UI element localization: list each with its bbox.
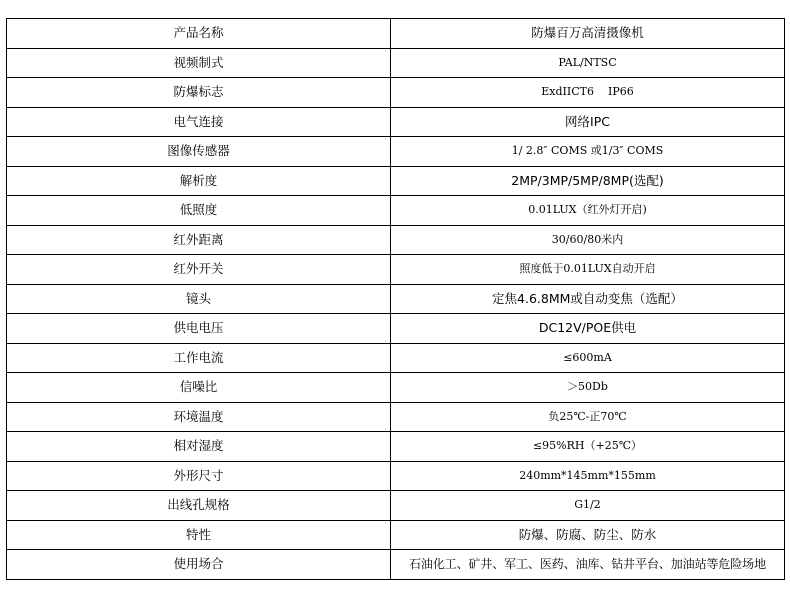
spec-name: 使用场合	[7, 550, 391, 580]
spec-value: 网络IPC	[391, 107, 785, 137]
table-row	[7, 550, 785, 580]
spec-value: 2MP/3MP/5MP/8MP(选配)	[391, 166, 785, 196]
spec-value: 30/60/80米内	[391, 225, 785, 255]
spec-name: 解析度	[7, 166, 391, 196]
table-row	[7, 402, 785, 432]
spec-name: 出线孔规格	[7, 491, 391, 521]
spec-name: 红外开关	[7, 255, 391, 285]
table-row	[7, 284, 785, 314]
spec-value: 防爆、防腐、防尘、防水	[391, 520, 785, 550]
spec-value: ≤95%RH（+25℃）	[391, 432, 785, 462]
table-row	[7, 225, 785, 255]
spec-name: 工作电流	[7, 343, 391, 373]
spec-value: 240mm*145mm*155mm	[391, 461, 785, 491]
spec-name: 相对湿度	[7, 432, 391, 462]
spec-value: 定焦4.6.8MM或自动变焦（选配）	[391, 284, 785, 314]
table-row	[7, 78, 785, 108]
spec-name: 电气连接	[7, 107, 391, 137]
spec-table-body	[7, 19, 785, 580]
spec-value: ≤600mA	[391, 343, 785, 373]
spec-name: 供电电压	[7, 314, 391, 344]
spec-value: ＞50Db	[391, 373, 785, 403]
spec-name: 低照度	[7, 196, 391, 226]
spec-value: G1/2	[391, 491, 785, 521]
spec-name: 信噪比	[7, 373, 391, 403]
spec-value: 0.01LUX（红外灯开启)	[391, 196, 785, 226]
spec-name: 特性	[7, 520, 391, 550]
table-row	[7, 255, 785, 285]
spec-value: DC12V/POE供电	[391, 314, 785, 344]
table-row	[7, 314, 785, 344]
table-row	[7, 19, 785, 49]
table-row	[7, 491, 785, 521]
spec-value: PAL/NTSC	[391, 48, 785, 78]
spec-table	[6, 18, 785, 580]
table-row	[7, 343, 785, 373]
spec-name: 图像传感器	[7, 137, 391, 167]
table-row	[7, 196, 785, 226]
table-row	[7, 432, 785, 462]
spec-name: 防爆标志	[7, 78, 391, 108]
spec-value: 石油化工、矿井、军工、医药、油库、钻井平台、加油站等危险场地	[391, 550, 785, 580]
spec-name: 红外距离	[7, 225, 391, 255]
spec-value: 防爆百万高清摄像机	[391, 19, 785, 49]
table-row	[7, 48, 785, 78]
table-row	[7, 107, 785, 137]
table-row	[7, 461, 785, 491]
table-row	[7, 137, 785, 167]
spec-name: 外形尺寸	[7, 461, 391, 491]
spec-name: 镜头	[7, 284, 391, 314]
spec-value: 照度低于0.01LUX自动开启	[391, 255, 785, 285]
spec-name: 环境温度	[7, 402, 391, 432]
table-row	[7, 520, 785, 550]
table-row	[7, 373, 785, 403]
spec-value: 负25℃-正70℃	[391, 402, 785, 432]
table-row	[7, 166, 785, 196]
spec-name: 产品名称	[7, 19, 391, 49]
spec-value: ExdIICT6 IP66	[391, 78, 785, 108]
spec-name: 视频制式	[7, 48, 391, 78]
spec-value: 1/ 2.8″ COMS 或1/3″ COMS	[391, 137, 785, 167]
